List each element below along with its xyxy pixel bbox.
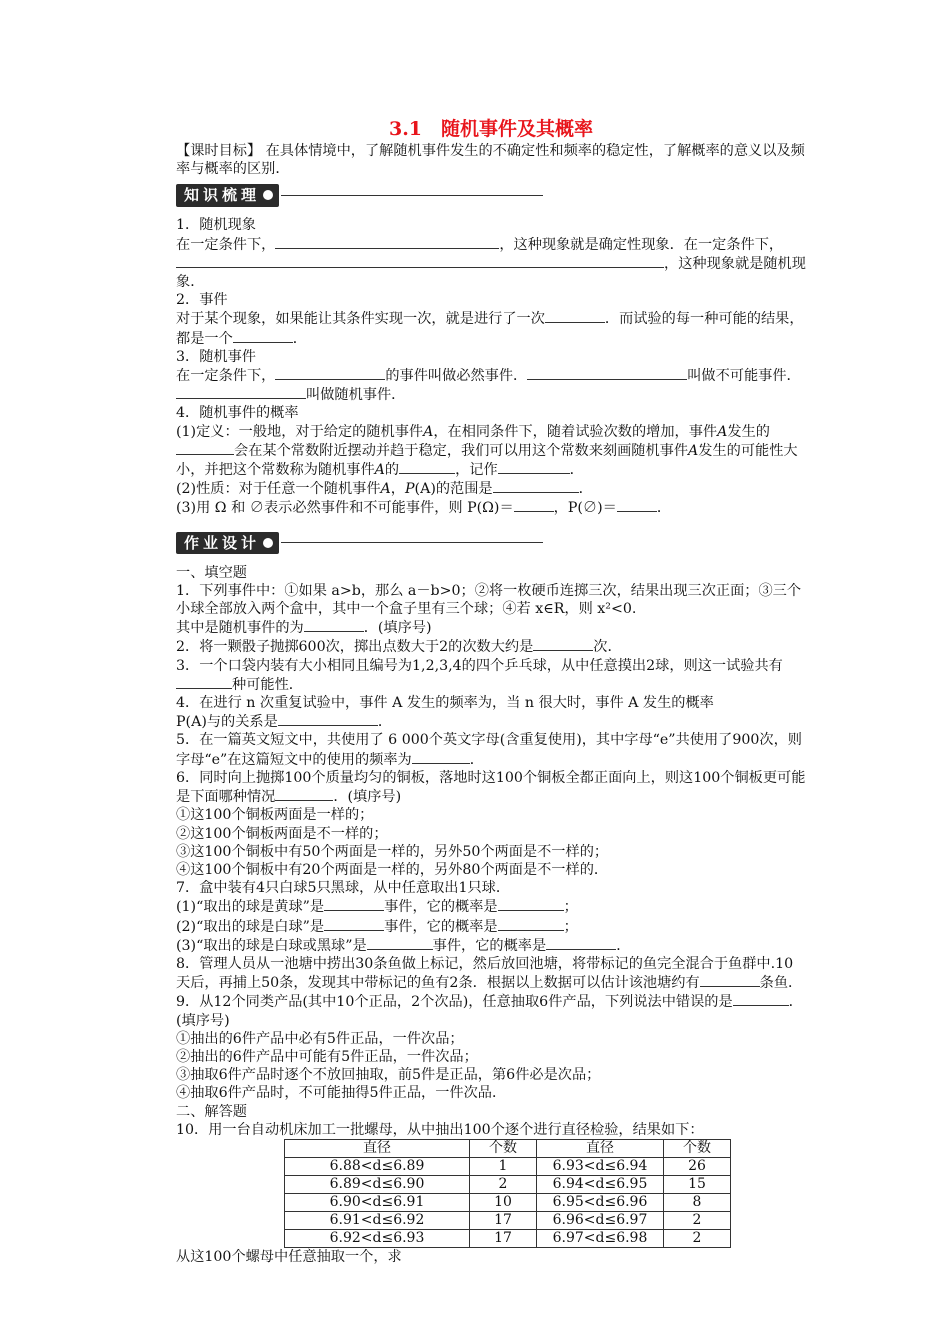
column-header: 直径 xyxy=(285,1139,470,1157)
sub-question: (3)“取出的球是白球或黑球”是 事件，它的概率是 ． xyxy=(176,937,631,954)
answer-blank[interactable] xyxy=(733,992,789,1006)
table-cell: 6.95<d≤6.96 xyxy=(537,1193,664,1211)
question-7: 7．盒中装有4只白球5只黑球，从中任意取出1只球． xyxy=(176,880,511,897)
option: ③抽取6件产品时逐个不放回抽取，前5件是正品，第6件必是次品； xyxy=(176,1067,601,1084)
answer-blank[interactable] xyxy=(324,897,384,911)
answer-blank[interactable] xyxy=(275,366,385,380)
answer-blank[interactable] xyxy=(412,750,470,764)
option: ②抽出的6件产品中可能有5件正品，一件次品； xyxy=(176,1048,478,1065)
answer-blank[interactable] xyxy=(304,618,364,632)
question-10-tail: 从这100个螺母中任意抽取一个，求 xyxy=(176,1248,402,1265)
column-header: 个数 xyxy=(470,1139,537,1157)
answer-blank[interactable] xyxy=(533,637,593,651)
table-cell: 6.88<d≤6.89 xyxy=(285,1157,470,1175)
sub-question: (1)“取出的球是黄球”是 事件，它的概率是 ； xyxy=(176,899,578,916)
question-9: 9．从12个同类产品(其中10个正品，2个次品)，任意抽取6件产品，下列说法中错误的是 ．(填序号) xyxy=(176,994,803,1029)
table-row xyxy=(285,1211,731,1229)
option: ①抽出的6件产品中必有5件正品，一件次品； xyxy=(176,1030,464,1047)
table-cell: 26 xyxy=(664,1157,731,1175)
table-cell: 6.96<d≤6.97 xyxy=(537,1211,664,1229)
table-cell: 17 xyxy=(470,1229,537,1247)
heading: 1．随机现象 xyxy=(176,217,256,234)
page-title: 3.1 随机事件及其概率 xyxy=(388,118,594,140)
answer-blank[interactable] xyxy=(278,712,378,726)
lesson-goal: 【课时目标】 在具体情境中，了解随机事件发生的不确定性和频率的稳定性，了解概率的意义以及频率与概率的区别． xyxy=(176,143,805,178)
document-page xyxy=(176,118,806,1266)
heading: 一、填空题 xyxy=(176,564,247,581)
column-header: 直径 xyxy=(537,1139,664,1157)
divider xyxy=(281,195,543,196)
option: ①这100个铜板两面是一样的； xyxy=(176,807,374,824)
paragraph: 在一定条件下， ，这种现象就是确定性现象．在一定条件下，，这种现象就是随机现象． xyxy=(176,236,806,291)
table-cell: 6.91<d≤6.92 xyxy=(285,1211,470,1229)
option: ④抽取6件产品时，不可能抽得5件正品，一件次品． xyxy=(176,1085,507,1102)
option: ②这100个铜板两面是不一样的； xyxy=(176,825,388,842)
question-1: 1．下列事件中：①如果 a>b，那么 a－b>0；②将一枚硬币连掷三次，结果出现三次正面；③三个小球全部放入两个盒中，其中一个盒子里有三个球；④若 x∈R，则 x²<0. xyxy=(176,582,802,618)
answer-blank[interactable] xyxy=(514,498,554,512)
answer-blank[interactable] xyxy=(700,973,760,987)
answer-blank[interactable] xyxy=(176,441,234,455)
answer-blank[interactable] xyxy=(275,235,499,249)
paragraph: (2)性质：对于任意一个随机事件A，P(A)的范围是 ． xyxy=(176,481,593,498)
table-cell: 2 xyxy=(664,1211,731,1229)
table-cell: 8 xyxy=(664,1193,731,1211)
answer-blank[interactable] xyxy=(367,936,433,950)
question-2: 2．将一颗骰子抛掷600次，掷出点数大于2的次数大约是 次． xyxy=(176,639,622,656)
paragraph: 在一定条件下， 的事件叫做必然事件． 叫做不可能事件．叫做随机事件． xyxy=(176,368,801,404)
paragraph: (3)用 Ω 和 ∅表示必然事件和不可能事件，则 P(Ω)＝ ，P(∅)＝ ． xyxy=(176,500,672,517)
table-cell: 15 xyxy=(664,1175,731,1193)
heading: 4．随机事件的概率 xyxy=(176,405,299,422)
answer-blank[interactable] xyxy=(545,309,605,323)
heading: 二、解答题 xyxy=(176,1103,247,1120)
table-cell: 6.90<d≤6.91 xyxy=(285,1193,470,1211)
table-cell: 6.89<d≤6.90 xyxy=(285,1175,470,1193)
table-cell: 6.97<d≤6.98 xyxy=(537,1229,664,1247)
table-header-row xyxy=(285,1139,731,1157)
table-row xyxy=(285,1157,731,1175)
question-8: 8．管理人员从一池塘中捞出30条鱼做上标记，然后放回池塘，将带标记的鱼完全混合于鱼群中.10天后，再捕上50条，发现其中带标记的鱼有2条．根据以上数据可以估计该池塘约有 条鱼． xyxy=(176,955,803,992)
question-6: 6．同时向上抛掷100个质量均匀的铜板，落地时这100个铜板全都正面向上，则这100个铜板更可能是下面哪种情况 ．(填序号) xyxy=(176,769,806,806)
section-header-homework xyxy=(176,532,806,554)
heading: 3．随机事件 xyxy=(176,348,256,365)
answer-blank[interactable] xyxy=(493,479,579,493)
paragraph: 对于某个现象，如果能让其条件实现一次，就是进行了一次 ．而试验的每一种可能的结果，都是一个 ． xyxy=(176,311,804,347)
answer-blank[interactable] xyxy=(176,675,232,689)
question-10: 10．用一台自动机床加工一批螺母，从中抽出100个逐个进行直径检验，结果如下： xyxy=(176,1121,704,1138)
divider xyxy=(281,542,543,543)
table-cell: 6.92<d≤6.93 xyxy=(285,1229,470,1247)
answer-blank[interactable] xyxy=(498,917,564,931)
table-row xyxy=(285,1193,731,1211)
table-cell: 17 xyxy=(470,1211,537,1229)
table-cell: 2 xyxy=(470,1175,537,1193)
question-4: 4．在进行 n 次重复试验中，事件 A 发生的频率为，当 n 很大时，事件 A 发生的概率 xyxy=(176,695,714,712)
column-header: 个数 xyxy=(664,1139,731,1157)
bullet-dot-icon xyxy=(263,190,273,200)
heading: 2．事件 xyxy=(176,292,228,309)
question-3: 3．一个口袋内装有大小相同且编号为1,2,3,4的四个乒乓球，从中任意摸出2球，则这一试验共有种可能性． xyxy=(176,657,783,693)
answer-blank[interactable] xyxy=(617,498,657,512)
question-1-tail: 其中是随机事件的为 ．(填序号) xyxy=(176,620,432,637)
answer-blank[interactable] xyxy=(324,917,384,931)
answer-blank[interactable] xyxy=(176,385,306,399)
diameter-table xyxy=(284,1139,731,1248)
section-header-knowledge xyxy=(176,184,806,206)
answer-blank[interactable] xyxy=(498,460,538,474)
question-5: 5．在一篇英文短文中，共使用了 6 000个英文字母(含重复使用)，其中字母“e”共使用了900次，则字母“e”在这篇短文中的使用的频率为 ． xyxy=(176,732,802,768)
answer-blank[interactable] xyxy=(275,787,333,801)
section-title: 作业设计 xyxy=(184,533,261,552)
bullet-dot-icon xyxy=(263,538,273,548)
table-cell: 1 xyxy=(470,1157,537,1175)
table-row xyxy=(285,1229,731,1247)
option: ④这100个铜板中有20个两面是一样的，另外80个两面是不一样的． xyxy=(176,861,609,878)
option: ③这100个铜板中有50个两面是一样的，另外50个两面是不一样的； xyxy=(176,843,609,860)
answer-blank[interactable] xyxy=(546,936,616,950)
answer-blank[interactable] xyxy=(527,366,687,380)
answer-blank[interactable] xyxy=(233,329,293,343)
answer-blank[interactable] xyxy=(176,254,664,268)
sub-question: (2)“取出的球是白球”是 事件，它的概率是 ； xyxy=(176,918,578,935)
question-4-tail: P(A)与的关系是 ． xyxy=(176,714,393,731)
answer-blank[interactable] xyxy=(538,460,570,474)
answer-blank[interactable] xyxy=(498,897,564,911)
answer-blank[interactable] xyxy=(399,460,455,474)
section-title: 知识梳理 xyxy=(184,186,261,205)
table-cell: 2 xyxy=(664,1229,731,1247)
table-cell: 6.93<d≤6.94 xyxy=(537,1157,664,1175)
paragraph: (1)定义：一般地，对于给定的随机事件A，在相同条件下，随着试验次数的增加，事件A发生的会在某个常数附近摆动并趋于稳定，我们可以用这个常数来刻画随机事件A发生的可能性大小，并把这个常数称为随机事件A的 ，记作 ． xyxy=(176,423,798,479)
table-cell: 10 xyxy=(470,1193,537,1211)
table-cell: 6.94<d≤6.95 xyxy=(537,1175,664,1193)
table-row xyxy=(285,1175,731,1193)
